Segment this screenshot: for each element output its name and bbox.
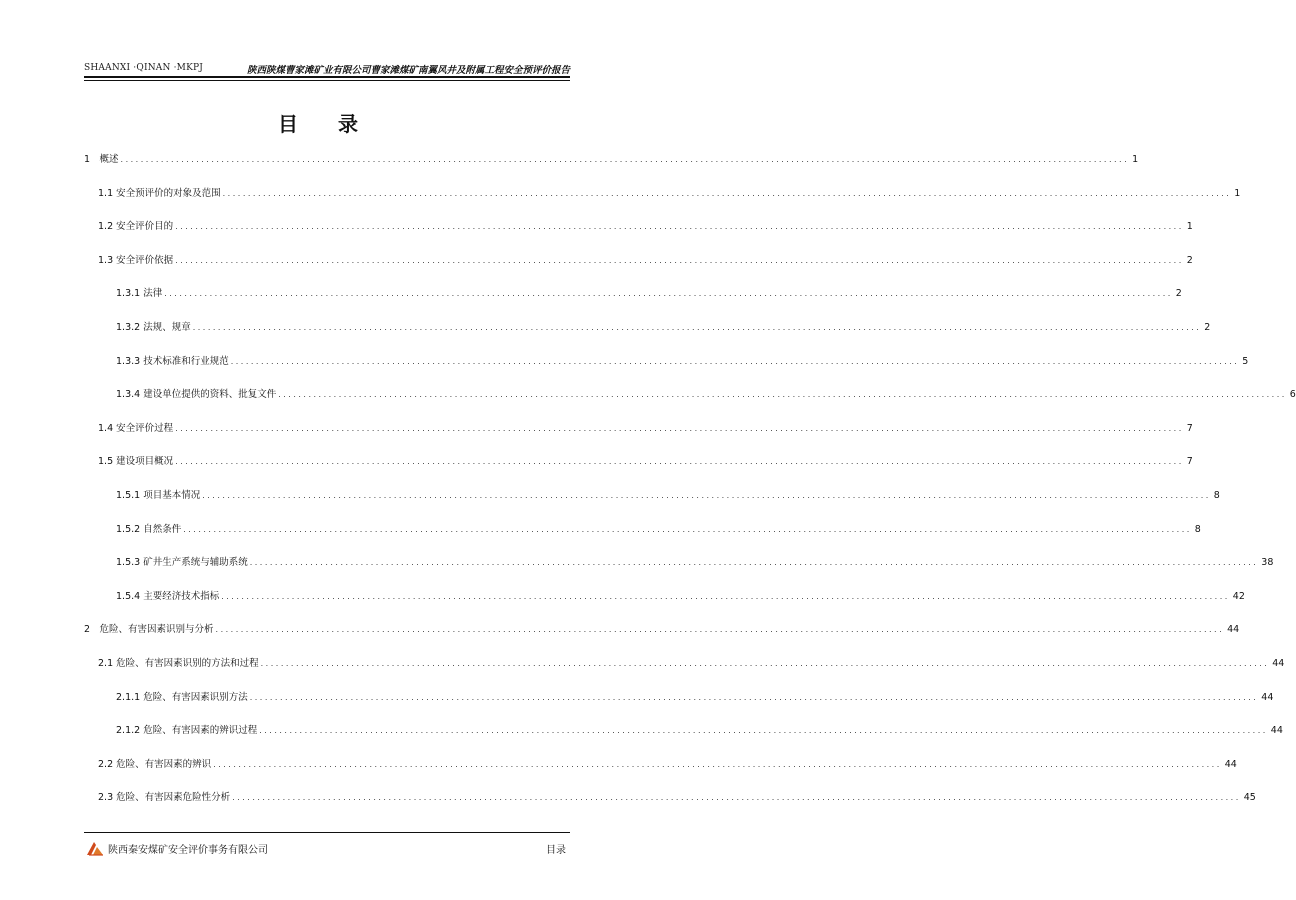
toc-dot-leader: ........................................................................................................................................................................................................ xyxy=(249,558,1259,568)
header-rule-thin xyxy=(84,80,570,81)
toc-entry-page-number: 5 xyxy=(1242,355,1249,367)
toc-dot-leader: ........................................................................................................................................................................................................ xyxy=(183,524,1192,534)
toc-entry[interactable] xyxy=(116,355,1249,369)
toc-dot-leader: ........................................................................................................................................................................................................ xyxy=(213,759,1222,769)
toc-entry[interactable] xyxy=(116,590,1245,604)
toc-entry[interactable] xyxy=(116,321,1211,335)
toc-dot-leader: ........................................................................................................................................................................................................ xyxy=(260,659,1270,668)
toc-entry[interactable] xyxy=(116,556,1274,570)
toc-entry-title: 2.1.1 危险、有害因素识别方法 xyxy=(116,691,248,703)
toc-entry[interactable] xyxy=(116,691,1274,705)
toc-entry-title: 1.5.2 自然条件 xyxy=(116,523,182,535)
toc-entry-page-number: 44 xyxy=(1227,624,1240,636)
toc-entry-title: 1.3.1 法律 xyxy=(116,288,163,300)
footer-rule xyxy=(84,832,570,833)
toc-entry-page-number: 8 xyxy=(1194,523,1201,535)
footer-section-label: 目录 xyxy=(546,845,566,856)
toc-entry[interactable] xyxy=(116,489,1220,503)
toc-entry[interactable] xyxy=(98,254,1193,268)
company-logo-icon xyxy=(86,840,104,856)
toc-entry[interactable] xyxy=(98,657,1285,671)
header-rule-thick xyxy=(84,76,570,78)
toc-entry[interactable] xyxy=(116,523,1201,537)
toc-dot-leader: ........................................................................................................................................................................................................ xyxy=(164,289,1173,299)
toc-entry-title: 1.3.2 法规、规章 xyxy=(116,322,191,333)
toc-entry-page-number: 1 xyxy=(1132,154,1139,165)
page-title: 目 录 xyxy=(278,112,368,136)
toc-dot-leader: ........................................................................................................................................................................................................ xyxy=(202,491,1211,500)
toc-entry-page-number: 2 xyxy=(1186,254,1193,266)
toc-entry[interactable] xyxy=(116,724,1283,738)
toc-entry-page-number: 44 xyxy=(1272,658,1285,669)
toc-dot-leader: ........................................................................................................................................................................................................ xyxy=(215,625,1225,635)
toc-entry-title: 1.5.1 项目基本情况 xyxy=(116,490,201,501)
toc-entry[interactable] xyxy=(98,220,1193,234)
toc-entry-page-number: 6 xyxy=(1289,389,1296,401)
header-report-title: 陕西陕煤曹家滩矿业有限公司曹家滩煤矿南翼风井及附属工程安全预评价报告 xyxy=(246,65,570,76)
toc-entry-title: 1.5 建设项目概况 xyxy=(98,456,174,468)
toc-entry-page-number: 38 xyxy=(1261,557,1274,569)
toc-entry-title: 1.3.3 技术标准和行业规范 xyxy=(116,355,229,367)
toc-entry-title: 1 概述 xyxy=(84,154,119,165)
toc-entry-page-number: 42 xyxy=(1232,590,1245,602)
toc-entry-page-number: 44 xyxy=(1270,725,1283,737)
header-code: SHAANXI ·QINAN ·MKPJ xyxy=(84,63,204,73)
toc-dot-leader: ........................................................................................................................................................................................................ xyxy=(175,255,1184,265)
toc-entry-title: 1.5.3 矿井生产系统与辅助系统 xyxy=(116,557,248,569)
toc-entry[interactable] xyxy=(98,758,1237,772)
toc-entry-page-number: 45 xyxy=(1243,792,1256,804)
toc-dot-leader: ........................................................................................................................................................................................................ xyxy=(221,591,1230,601)
toc-entry-title: 1.1 安全预评价的对象及范围 xyxy=(98,187,221,199)
toc-dot-leader: ........................................................................................................................................................................................................ xyxy=(175,222,1184,232)
toc-entry-title: 2.3 危险、有害因素危险性分析 xyxy=(98,792,231,804)
toc-dot-leader: ........................................................................................................................................................................................................ xyxy=(175,423,1184,433)
toc-entry-page-number: 44 xyxy=(1224,758,1237,770)
toc-entry-title: 1.2 安全评价目的 xyxy=(98,221,174,233)
toc-entry-page-number: 44 xyxy=(1261,691,1274,703)
toc-entry[interactable] xyxy=(84,623,1240,637)
toc-dot-leader: ........................................................................................................................................................................................................ xyxy=(230,356,1240,366)
footer-company-name: 陕西秦安煤矿安全评价事务有限公司 xyxy=(108,845,268,856)
toc-entry-page-number: 8 xyxy=(1213,490,1220,501)
toc-entry-page-number: 7 xyxy=(1186,422,1193,434)
toc-entry[interactable] xyxy=(98,791,1256,805)
toc-dot-leader: ........................................................................................................................................................................................................ xyxy=(249,692,1259,702)
toc-entry-title: 2 危险、有害因素识别与分析 xyxy=(84,624,214,636)
toc-entry-title: 2.2 危险、有害因素的辨识 xyxy=(98,758,212,770)
toc-dot-leader: ........................................................................................................................................................................................................ xyxy=(120,155,1130,164)
toc-dot-leader: ........................................................................................................................................................................................................ xyxy=(222,188,1232,198)
toc-entry-page-number: 1 xyxy=(1186,221,1193,233)
toc-entry-page-number: 7 xyxy=(1186,456,1193,468)
toc-entry-title: 1.4 安全评价过程 xyxy=(98,422,174,434)
toc-entry[interactable] xyxy=(84,153,1139,167)
toc-entry[interactable] xyxy=(98,422,1193,436)
toc-dot-leader: ........................................................................................................................................................................................................ xyxy=(192,323,1202,332)
toc-dot-leader: ........................................................................................................................................................................................................ xyxy=(259,726,1268,736)
toc-entry[interactable] xyxy=(116,287,1182,301)
toc-entry-page-number: 2 xyxy=(1204,322,1211,333)
toc-entry-title: 1.3 安全评价依据 xyxy=(98,254,174,266)
toc-entry[interactable] xyxy=(98,187,1241,201)
toc-entry-title: 2.1 危险、有害因素识别的方法和过程 xyxy=(98,658,259,669)
toc-dot-leader: ........................................................................................................................................................................................................ xyxy=(278,390,1287,400)
toc-entry-title: 1.5.4 主要经济技术指标 xyxy=(116,590,220,602)
toc-dot-leader: ........................................................................................................................................................................................................ xyxy=(232,793,1241,803)
toc-entry-page-number: 2 xyxy=(1175,288,1182,300)
toc-entry-title: 2.1.2 危险、有害因素的辨识过程 xyxy=(116,725,258,737)
toc-dot-leader: ........................................................................................................................................................................................................ xyxy=(175,457,1184,467)
toc-entry[interactable] xyxy=(98,455,1193,469)
toc-entry-title: 1.3.4 建设单位提供的资料、批复文件 xyxy=(116,389,277,401)
toc-entry-page-number: 1 xyxy=(1234,187,1241,199)
toc-entry[interactable] xyxy=(116,388,1296,402)
